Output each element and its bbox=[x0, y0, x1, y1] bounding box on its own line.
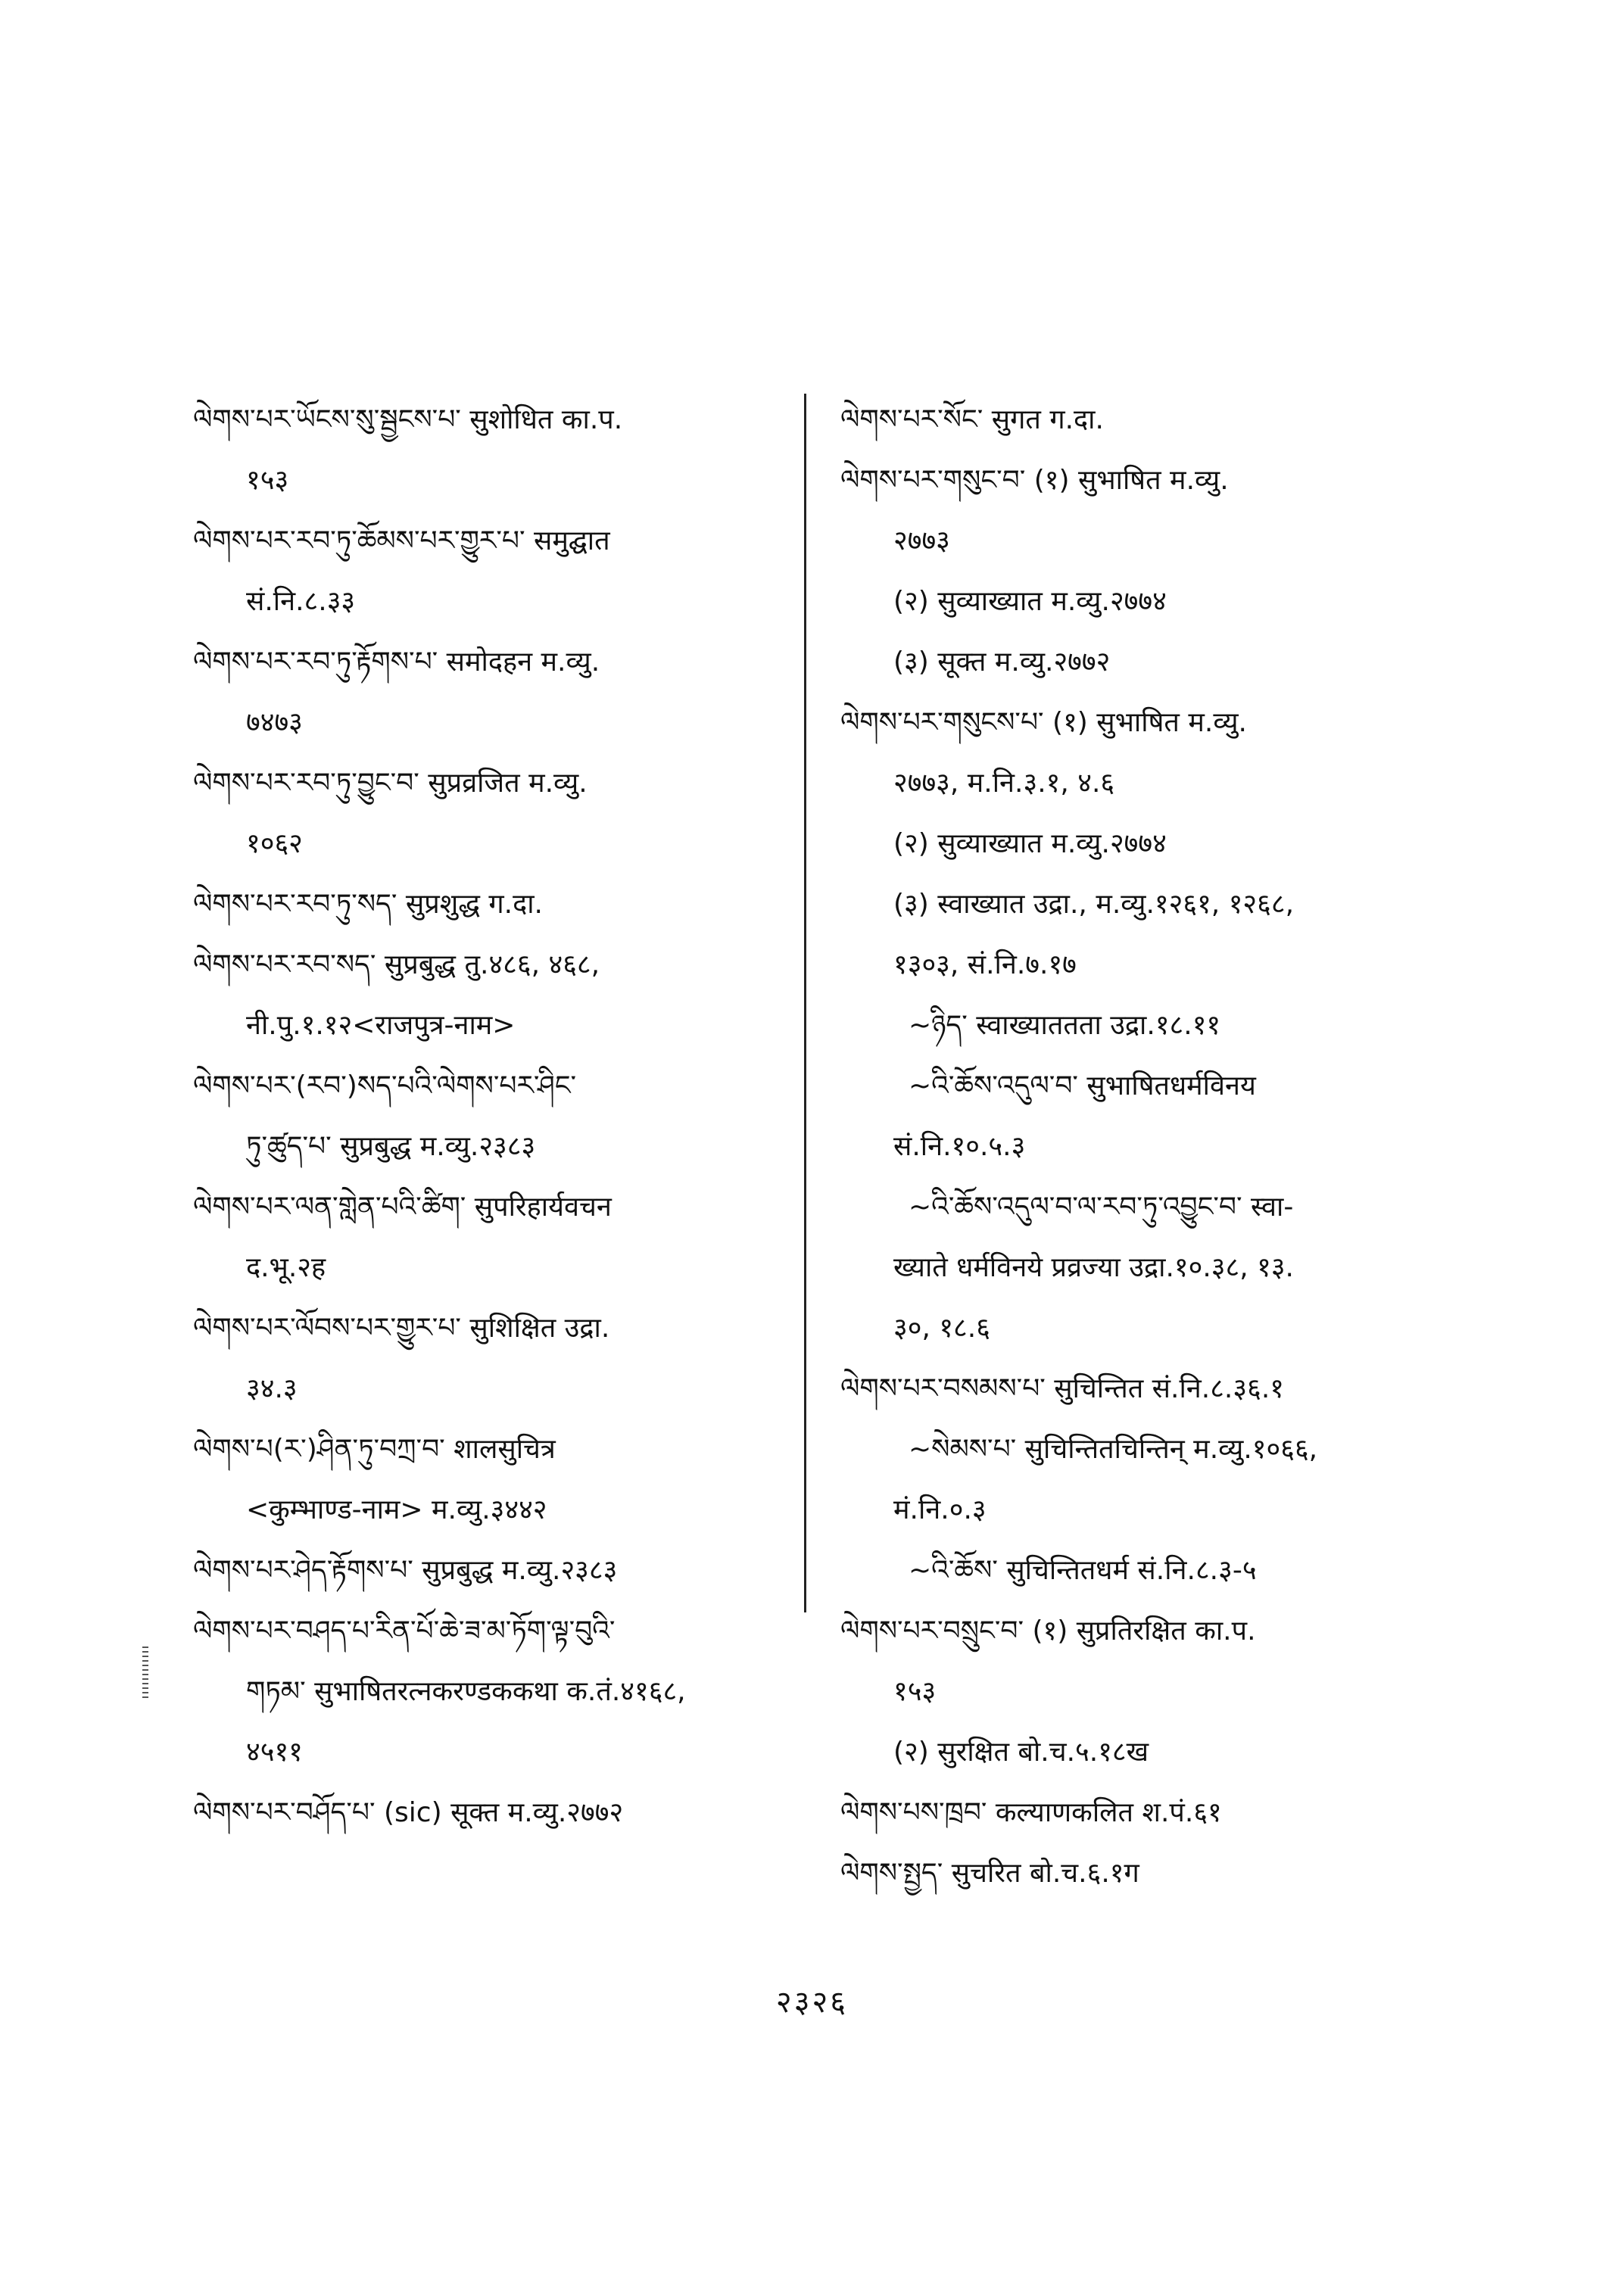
right-entry-line: मं.नि.०.३ bbox=[893, 1494, 987, 1525]
left-entry-line: ལེགས་པར་རབ་སད་ सुप्रबुद्ध तु.४८६, ४६८, bbox=[193, 949, 600, 980]
left-entry-line: ལེགས་པར་ལོབས་པར་གྱུར་པ་ सुशिक्षित उद्रा. bbox=[193, 1313, 610, 1344]
right-entry-line: सं.नि.१०.५.३ bbox=[893, 1131, 1026, 1162]
left-entry-line: ལེགས་པ(ར་)ཤིན་ཏུ་བཀྲ་བ་ शालसुचित्र bbox=[193, 1434, 556, 1465]
left-entry-line: ལེགས་པར་བཤད་པ་རིན་པོ་ཆེ་ཟ་མ་ཏོག་ལྟ་བུའི་ bbox=[193, 1615, 616, 1647]
left-entry-line: ལེགས་པར་བཤོད་པ་ (sic) सूक्त म.व्यु.२७७२ bbox=[193, 1797, 624, 1828]
left-entry-line: द.भू.२ह bbox=[246, 1252, 326, 1283]
left-entry-line: सं.नि.८.३३ bbox=[246, 586, 356, 617]
column-divider bbox=[804, 394, 806, 1612]
left-entry-line: <कुम्भाण्ड-नाम> म.व्यु.३४४२ bbox=[246, 1494, 547, 1525]
right-entry-line: ३०, १८.६ bbox=[893, 1313, 990, 1344]
right-entry-line: (३) सूक्त म.व्यु.२७७२ bbox=[893, 646, 1111, 678]
right-entry-line: ख्याते धर्मविनये प्रव्रज्या उद्रा.१०.३८, १३. bbox=[893, 1252, 1294, 1283]
right-entry-line: १५३ bbox=[893, 1676, 937, 1707]
right-entry-line: (३) स्वाख्यात उद्रा., म.व्यु.१२६१, १२६८, bbox=[893, 889, 1295, 920]
right-entry-line: (२) सुरक्षित बो.च.५.१८ख bbox=[893, 1737, 1149, 1768]
left-entry-line: ལེགས་པར་ཡོངས་སུ་སྦྱངས་པ་ सुशोधित का.प. bbox=[193, 404, 623, 435]
right-entry-line: ~སེམས་པ་ सुचिन्तितचिन्तिन् म.व्यु.१०६६, bbox=[909, 1434, 1318, 1465]
right-entry-line: १३०३, सं.नि.७.१७ bbox=[893, 949, 1077, 980]
left-entry-line: ལེགས་པར་ལན་གླེན་པའི་ཚིག་ सुपरिहार्यवचन bbox=[193, 1192, 612, 1223]
right-entry-line: ལེགས་པར་གསུང་བ་ (१) सुभाषित म.व्यु. bbox=[840, 465, 1229, 496]
right-entry-line: ~འི་ཆོས་ सुचिन्तितधर्म सं.नि.८.३-५ bbox=[909, 1555, 1257, 1586]
right-entry-line: ལེགས་པས་ཁྲབ་ कल्याणकलित श.पं.६१ bbox=[840, 1797, 1222, 1828]
page-number: २३२६ bbox=[775, 1985, 849, 2020]
right-entry-line: (२) सुव्याख्यात म.व्यु.२७७४ bbox=[893, 586, 1167, 617]
left-entry-line: ལེགས་པར་རབ་ཏུ་བྱུང་བ་ सुप्रव्रजित म.व्यु. bbox=[193, 768, 588, 799]
right-entry-line: (२) सुव्याख्यात म.व्यु.२७७४ bbox=[893, 828, 1167, 859]
right-entry-line: ལེགས་པར་གསུངས་པ་ (१) सुभाषित म.व्यु. bbox=[840, 707, 1247, 738]
right-entry-line: ལེགས་པར་བསམས་པ་ सुचिन्तित सं.नि.८.३६.१ bbox=[840, 1373, 1284, 1404]
left-entry-line: ७४७३ bbox=[246, 707, 303, 738]
left-entry-line: ལེགས་པར་རབ་ཏུ་ཆོམས་པར་གྱུར་པ་ समुद्घात bbox=[193, 525, 610, 556]
left-entry-line: नी.पु.१.१२<राजपुत्र-नाम> bbox=[246, 1010, 516, 1041]
left-entry-line: གཏམ་ सुभाषितरत्नकरण्डककथा क.तं.४१६८, bbox=[246, 1676, 686, 1707]
left-entry-line: १०६२ bbox=[246, 828, 303, 859]
scan-artifact-mark bbox=[142, 1647, 148, 1699]
right-entry-line: ལེགས་པར་སོང་ सुगत ग.दा. bbox=[840, 404, 1104, 435]
left-entry-line: ལེགས་པར་ཤེད་རྟོགས་པ་ सुप्रबुद्ध म.व्यु.२३८३ bbox=[193, 1555, 618, 1586]
right-entry-line: २७७३, म.नि.३.१, ४.६ bbox=[893, 768, 1115, 799]
left-entry-line: ལེགས་པར་རབ་ཏུ་སད་ सुप्रशुद्ध ग.दा. bbox=[193, 889, 544, 920]
left-entry-line: ३४.३ bbox=[246, 1373, 298, 1404]
left-entry-line: ཏུ་ཚུད་པ་ सुप्रबुद्ध म.व्यु.२३८३ bbox=[246, 1131, 536, 1162]
right-entry-line: ~འི་ཆོས་འདུལ་བ་ལ་རབ་ཏུ་འབྱུང་བ་ स्वा- bbox=[909, 1192, 1294, 1223]
left-column bbox=[193, 390, 776, 1843]
left-entry-line: १५३ bbox=[246, 465, 289, 496]
right-entry-line: ~འི་ཆོས་འདུལ་བ་ सुभाषितधर्मविनय bbox=[909, 1070, 1256, 1101]
left-entry-line: ལེགས་པར་རབ་ཏུ་རྟོགས་པ་ समोदहन म.व्यु. bbox=[193, 646, 600, 678]
left-entry-line: ४५११ bbox=[246, 1737, 303, 1768]
right-entry-line: ལེགས་སྤྱད་ सुचरित बो.च.६.१ग bbox=[840, 1858, 1139, 1889]
left-entry-line: ལེགས་པར་(རབ་)སད་པའི་ལེགས་པར་ཤིང་ bbox=[193, 1070, 577, 1101]
right-entry-line: ལེགས་པར་བསྲུང་བ་ (१) सुप्रतिरक्षित का.प. bbox=[840, 1615, 1256, 1647]
right-entry-line: ~ཉིད་ स्वाख्याततता उद्रा.१८.११ bbox=[909, 1010, 1221, 1041]
right-column bbox=[840, 390, 1469, 1904]
right-entry-line: २७७३ bbox=[893, 525, 950, 556]
